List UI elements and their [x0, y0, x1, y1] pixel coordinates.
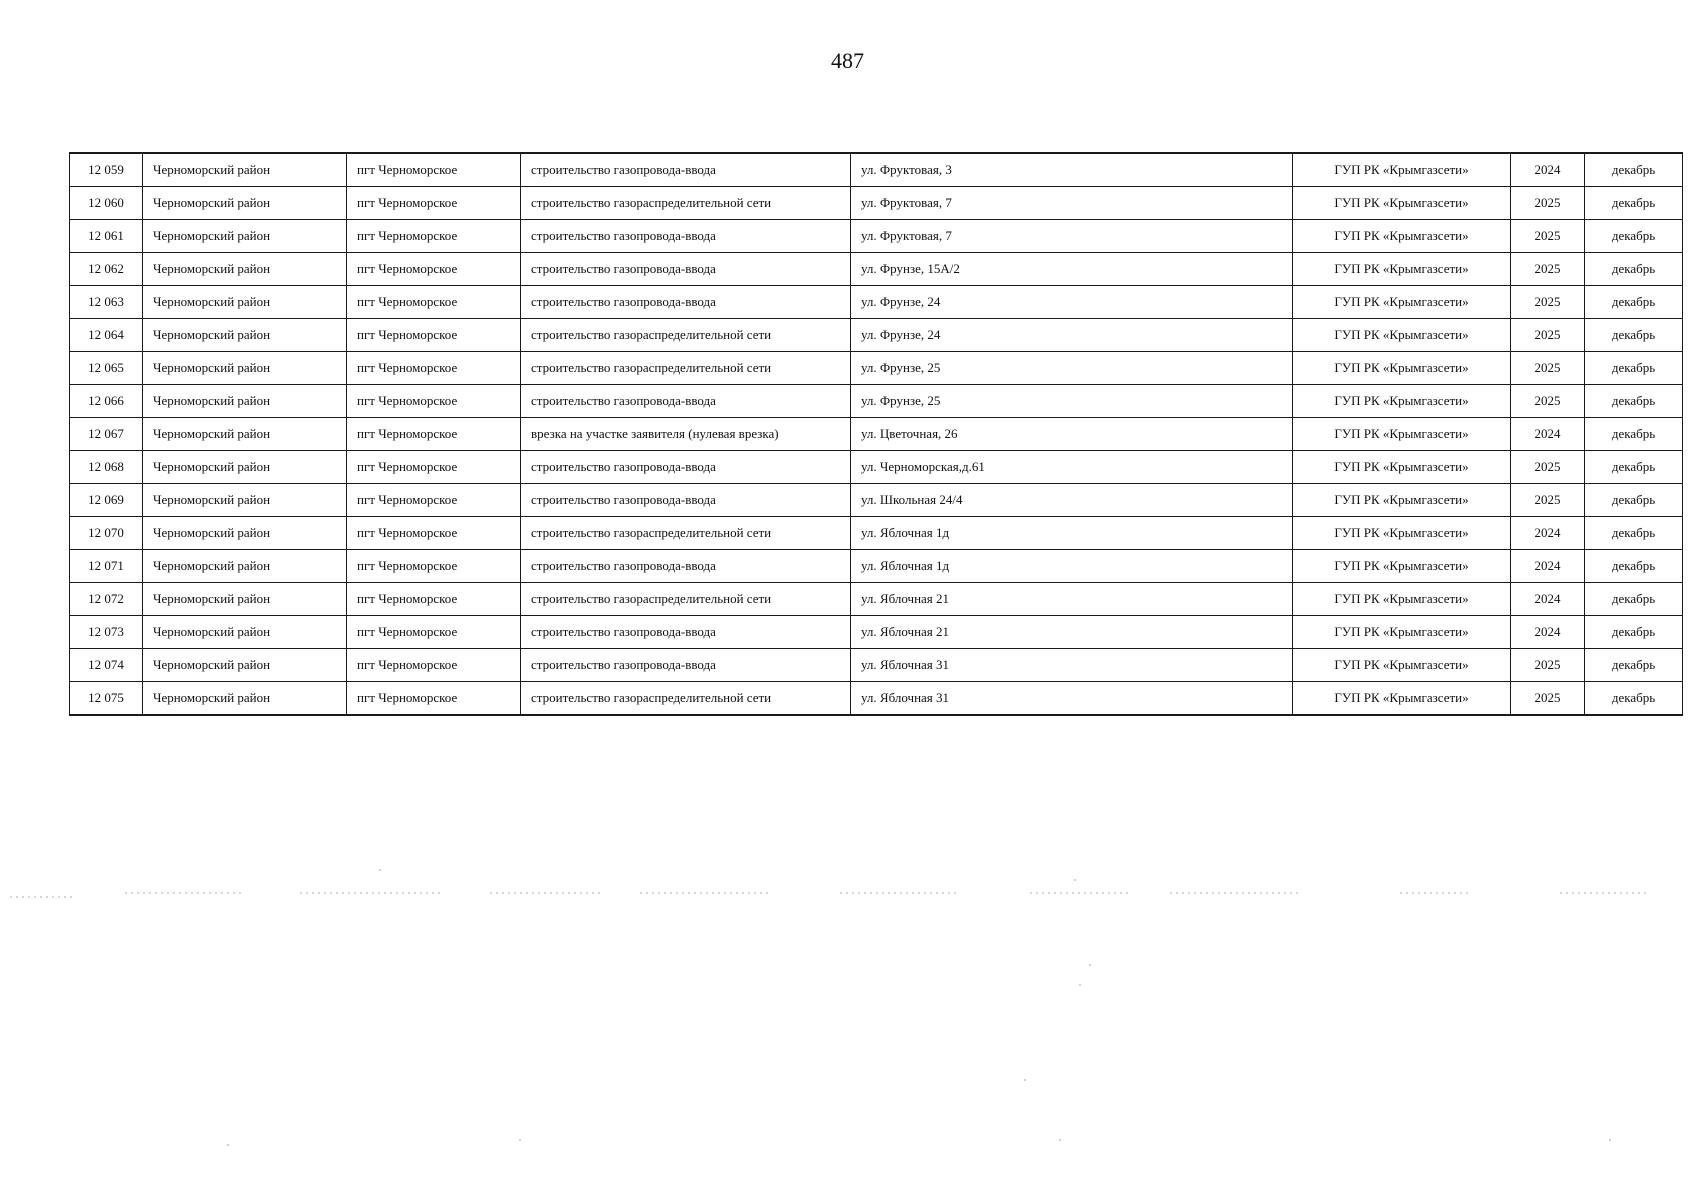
cell-number: 12 064 [70, 319, 143, 352]
table-row [70, 319, 1683, 352]
cell-address: ул. Яблочная 21 [851, 616, 1293, 649]
table-row [70, 385, 1683, 418]
cell-district: Черноморский район [143, 418, 347, 451]
cell-number: 12 060 [70, 187, 143, 220]
table-row [70, 187, 1683, 220]
cell-address: ул. Фруктовая, 7 [851, 187, 1293, 220]
cell-organization: ГУП РК «Крымгазсети» [1293, 418, 1511, 451]
cell-address: ул. Фрунзе, 24 [851, 286, 1293, 319]
table-row [70, 649, 1683, 682]
cell-organization: ГУП РК «Крымгазсети» [1293, 451, 1511, 484]
table-row [70, 484, 1683, 517]
cell-work-type: строительство газораспределительной сети [521, 517, 851, 550]
cell-address: ул. Фруктовая, 7 [851, 220, 1293, 253]
table-row [70, 418, 1683, 451]
cell-organization: ГУП РК «Крымгазсети» [1293, 352, 1511, 385]
cell-settlement: пгт Черноморское [347, 484, 521, 517]
cell-year: 2025 [1511, 484, 1585, 517]
cell-month: декабрь [1585, 616, 1683, 649]
cell-month: декабрь [1585, 220, 1683, 253]
cell-settlement: пгт Черноморское [347, 649, 521, 682]
cell-year: 2025 [1511, 286, 1585, 319]
table-row [70, 550, 1683, 583]
cell-year: 2024 [1511, 418, 1585, 451]
cell-number: 12 070 [70, 517, 143, 550]
cell-number: 12 068 [70, 451, 143, 484]
cell-year: 2024 [1511, 550, 1585, 583]
table-body [70, 153, 1683, 715]
cell-number: 12 063 [70, 286, 143, 319]
cell-organization: ГУП РК «Крымгазсети» [1293, 550, 1511, 583]
cell-number: 12 061 [70, 220, 143, 253]
cell-year: 2025 [1511, 319, 1585, 352]
cell-work-type: строительство газопровода-ввода [521, 385, 851, 418]
cell-address: ул. Черноморская,д.61 [851, 451, 1293, 484]
table-row [70, 352, 1683, 385]
cell-settlement: пгт Черноморское [347, 550, 521, 583]
cell-work-type: строительство газораспределительной сети [521, 682, 851, 716]
table-row [70, 682, 1683, 716]
cell-work-type: строительство газопровода-ввода [521, 616, 851, 649]
cell-month: декабрь [1585, 583, 1683, 616]
cell-month: декабрь [1585, 153, 1683, 187]
cell-organization: ГУП РК «Крымгазсети» [1293, 583, 1511, 616]
cell-district: Черноморский район [143, 451, 347, 484]
cell-month: декабрь [1585, 253, 1683, 286]
cell-address: ул. Фрунзе, 15А/2 [851, 253, 1293, 286]
table-row [70, 583, 1683, 616]
cell-district: Черноморский район [143, 484, 347, 517]
cell-district: Черноморский район [143, 616, 347, 649]
cell-work-type: строительство газопровода-ввода [521, 550, 851, 583]
cell-organization: ГУП РК «Крымгазсети» [1293, 616, 1511, 649]
cell-work-type: строительство газопровода-ввода [521, 451, 851, 484]
cell-month: декабрь [1585, 451, 1683, 484]
cell-organization: ГУП РК «Крымгазсети» [1293, 319, 1511, 352]
page-number: 487 [831, 48, 864, 73]
cell-district: Черноморский район [143, 286, 347, 319]
cell-year: 2024 [1511, 153, 1585, 187]
cell-address: ул. Яблочная 31 [851, 649, 1293, 682]
cell-year: 2025 [1511, 649, 1585, 682]
cell-number: 12 065 [70, 352, 143, 385]
cell-address: ул. Цветочная, 26 [851, 418, 1293, 451]
cell-work-type: строительство газопровода-ввода [521, 286, 851, 319]
cell-month: декабрь [1585, 649, 1683, 682]
cell-month: декабрь [1585, 319, 1683, 352]
cell-district: Черноморский район [143, 385, 347, 418]
cell-settlement: пгт Черноморское [347, 385, 521, 418]
cell-work-type: строительство газораспределительной сети [521, 583, 851, 616]
cell-year: 2024 [1511, 583, 1585, 616]
table-row [70, 451, 1683, 484]
cell-year: 2025 [1511, 187, 1585, 220]
cell-settlement: пгт Черноморское [347, 187, 521, 220]
cell-organization: ГУП РК «Крымгазсети» [1293, 220, 1511, 253]
cell-settlement: пгт Черноморское [347, 253, 521, 286]
cell-address: ул. Фрунзе, 25 [851, 352, 1293, 385]
cell-settlement: пгт Черноморское [347, 286, 521, 319]
cell-district: Черноморский район [143, 253, 347, 286]
cell-settlement: пгт Черноморское [347, 682, 521, 716]
cell-address: ул. Яблочная 1д [851, 517, 1293, 550]
cell-work-type: строительство газопровода-ввода [521, 153, 851, 187]
cell-district: Черноморский район [143, 187, 347, 220]
cell-organization: ГУП РК «Крымгазсети» [1293, 385, 1511, 418]
cell-address: ул. Яблочная 1д [851, 550, 1293, 583]
cell-organization: ГУП РК «Крымгазсети» [1293, 253, 1511, 286]
gas-works-table [69, 152, 1683, 716]
cell-district: Черноморский район [143, 550, 347, 583]
cell-number: 12 069 [70, 484, 143, 517]
cell-month: декабрь [1585, 286, 1683, 319]
cell-organization: ГУП РК «Крымгазсети» [1293, 649, 1511, 682]
cell-organization: ГУП РК «Крымгазсети» [1293, 682, 1511, 716]
cell-district: Черноморский район [143, 517, 347, 550]
cell-month: декабрь [1585, 517, 1683, 550]
cell-settlement: пгт Черноморское [347, 451, 521, 484]
cell-work-type: строительство газораспределительной сети [521, 187, 851, 220]
cell-district: Черноморский район [143, 220, 347, 253]
table-row [70, 153, 1683, 187]
cell-settlement: пгт Черноморское [347, 583, 521, 616]
cell-year: 2024 [1511, 616, 1585, 649]
cell-district: Черноморский район [143, 682, 347, 716]
cell-year: 2025 [1511, 385, 1585, 418]
cell-district: Черноморский район [143, 352, 347, 385]
cell-year: 2024 [1511, 517, 1585, 550]
cell-organization: ГУП РК «Крымгазсети» [1293, 517, 1511, 550]
cell-organization: ГУП РК «Крымгазсети» [1293, 484, 1511, 517]
cell-number: 12 073 [70, 616, 143, 649]
cell-number: 12 067 [70, 418, 143, 451]
cell-work-type: строительство газопровода-ввода [521, 253, 851, 286]
cell-year: 2025 [1511, 352, 1585, 385]
cell-address: ул. Фруктовая, 3 [851, 153, 1293, 187]
cell-settlement: пгт Черноморское [347, 319, 521, 352]
cell-number: 12 066 [70, 385, 143, 418]
cell-year: 2025 [1511, 451, 1585, 484]
cell-number: 12 059 [70, 153, 143, 187]
cell-work-type: строительство газораспределительной сети [521, 352, 851, 385]
cell-month: декабрь [1585, 550, 1683, 583]
cell-month: декабрь [1585, 187, 1683, 220]
cell-number: 12 072 [70, 583, 143, 616]
cell-settlement: пгт Черноморское [347, 220, 521, 253]
cell-month: декабрь [1585, 385, 1683, 418]
cell-address: ул. Яблочная 31 [851, 682, 1293, 716]
table-row [70, 286, 1683, 319]
table-row [70, 253, 1683, 286]
table-row [70, 517, 1683, 550]
cell-settlement: пгт Черноморское [347, 418, 521, 451]
cell-month: декабрь [1585, 484, 1683, 517]
cell-work-type: строительство газопровода-ввода [521, 220, 851, 253]
cell-settlement: пгт Черноморское [347, 352, 521, 385]
cell-organization: ГУП РК «Крымгазсети» [1293, 153, 1511, 187]
cell-settlement: пгт Черноморское [347, 153, 521, 187]
cell-organization: ГУП РК «Крымгазсети» [1293, 187, 1511, 220]
cell-work-type: врезка на участке заявителя (нулевая врезка) [521, 418, 851, 451]
cell-number: 12 075 [70, 682, 143, 716]
cell-address: ул. Фрунзе, 25 [851, 385, 1293, 418]
cell-organization: ГУП РК «Крымгазсети» [1293, 286, 1511, 319]
cell-month: декабрь [1585, 682, 1683, 716]
table-row [70, 220, 1683, 253]
cell-district: Черноморский район [143, 649, 347, 682]
cell-number: 12 062 [70, 253, 143, 286]
table-row [70, 616, 1683, 649]
cell-number: 12 074 [70, 649, 143, 682]
cell-district: Черноморский район [143, 583, 347, 616]
cell-work-type: строительство газораспределительной сети [521, 319, 851, 352]
cell-year: 2025 [1511, 220, 1585, 253]
cell-number: 12 071 [70, 550, 143, 583]
cell-settlement: пгт Черноморское [347, 616, 521, 649]
cell-month: декабрь [1585, 418, 1683, 451]
cell-month: декабрь [1585, 352, 1683, 385]
cell-year: 2025 [1511, 253, 1585, 286]
cell-year: 2025 [1511, 682, 1585, 716]
cell-district: Черноморский район [143, 153, 347, 187]
cell-address: ул. Яблочная 21 [851, 583, 1293, 616]
cell-district: Черноморский район [143, 319, 347, 352]
cell-address: ул. Фрунзе, 24 [851, 319, 1293, 352]
cell-address: ул. Школьная 24/4 [851, 484, 1293, 517]
cell-settlement: пгт Черноморское [347, 517, 521, 550]
cell-work-type: строительство газопровода-ввода [521, 649, 851, 682]
cell-work-type: строительство газопровода-ввода [521, 484, 851, 517]
